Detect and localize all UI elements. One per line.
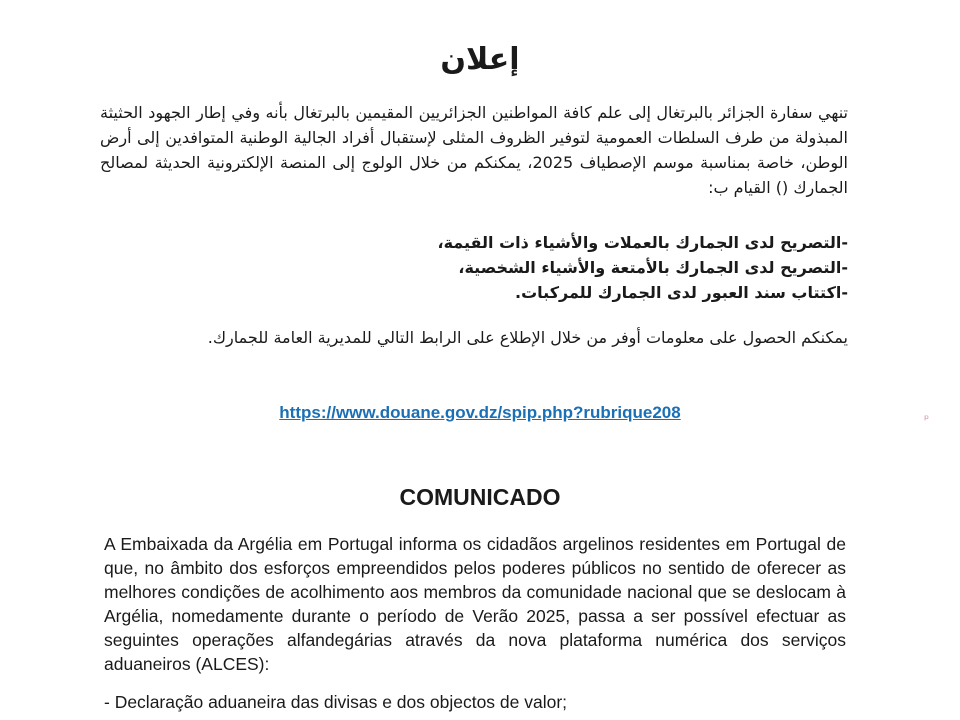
portuguese-operations-list (104, 690, 846, 714)
arabic-operations-list (100, 230, 848, 305)
arabic-list-item: -التصريح لدى الجمارك بالعملات والأشياء ذات القيمة، (437, 233, 848, 252)
arabic-list-item: -اكتتاب سند العبور لدى الجمارك للمركبات. (515, 283, 848, 302)
arabic-more-info: يمكنكم الحصول على معلومات أوفر من خلال الإطلاع على الرابط التالي للمديرية العامة للجمارك. (207, 328, 848, 347)
arabic-paragraph: تنهي سفارة الجزائر بالبرتغال إلى علم كافة المواطنين الجزائريين المقيمين بالبرتغال بأنه وفي إطار الجهود الحثيثة المبذولة من طرف السلطات العمومية لتوفير الظروف المثلى لإستقبال أفراد الجالية الوطنية المتوافدين إلى أرض الوطن، خاصة بمناسبة موسم الإصطياف 2025، يمكنكم من خلال الولوج إلى المنصة الإلكترونية الحديثة لمصالح الجمارك () القيام ب: (100, 103, 848, 197)
portuguese-title: COMUNICADO (399, 484, 561, 510)
portuguese-list-item: - Declaração aduaneira das divisas e dos objectos de valor; (104, 692, 568, 712)
arabic-list-item: -التصريح لدى الجمارك بالأمتعة والأشياء الشخصية، (458, 258, 848, 277)
portuguese-paragraph: A Embaixada da Argélia em Portugal informa os cidadãos argelinos residentes em Portugal de que, no âmbito dos esforços empreendidos pelos poderes públicos no sentido de oferecer as melhores condições de acolhimento aos membros da comunidade nacional que se deslocam à Argélia, nomedamente durante o período de Verão 2025, passa a ser possível efectuar as seguintes operações alfandegárias através da nova plataforma numérica dos serviços aduaneiros (ALCES): (104, 534, 846, 674)
arabic-title: إعلان (440, 42, 520, 77)
customs-link[interactable]: https://www.douane.gov.dz/spip.php?rubrique208 (279, 403, 681, 422)
scan-mark: ᵖ (924, 412, 930, 426)
